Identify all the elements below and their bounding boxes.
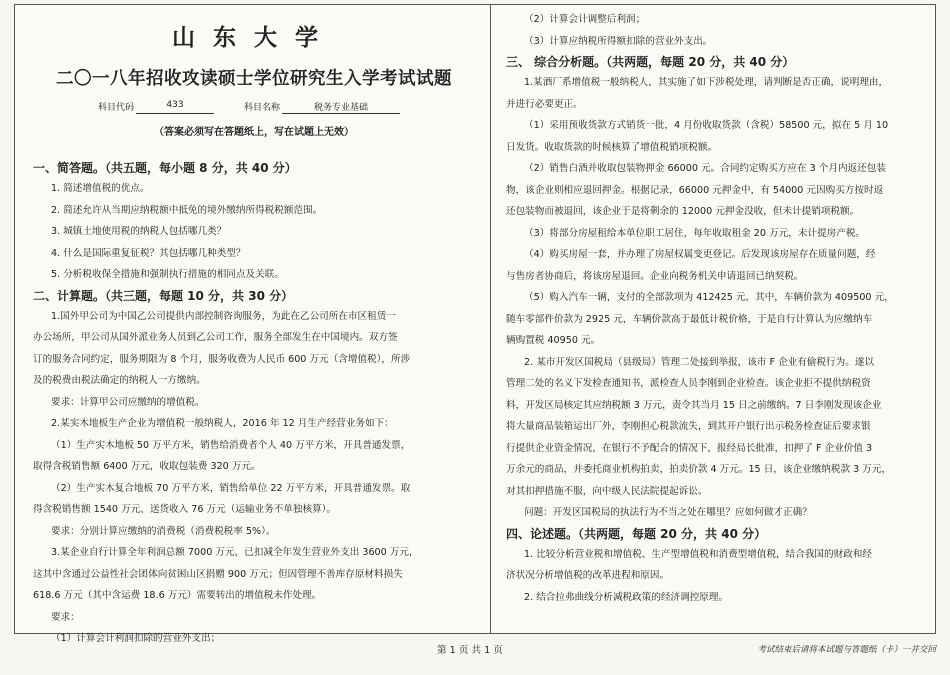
text-line: 问题：开发区国税局的执法行为不当之处在哪里？应如何做才正确？ <box>524 507 812 518</box>
text-line: 取得含税销售额 6400 万元，收取包装费 320 万元。 <box>33 461 261 472</box>
column-divider <box>490 5 491 633</box>
text-line: 618.6 万元（其中含运费 18.6 万元）需要转出的增值税未作处理。 <box>33 590 322 601</box>
text-line: 万余元的商品，并委托商业机构拍卖，拍卖价款 4 万元。15 日，该企业缴纳税款 3 万元， <box>506 464 892 475</box>
text-line: 物，该企业则相应退回押金。根据记录，66000 元押金中，有 54000 元因购买方按时返 <box>506 184 884 196</box>
text-line: （2）生产实木复合地板 70 万平方米，销售给单位 22 万平方米，开具普通发票。取 <box>51 482 411 494</box>
section-3-title: 三、 综合分析题。（共两题，每题 20 分，共 40 分） <box>506 55 795 69</box>
return-note: 考试结束后请将本试题与答题纸（卡）一并交回 <box>757 645 936 655</box>
text-line: （2）销售白酒并收取包装物押金 66000 元。合同约定购买方应在 3 个月内返还包装 <box>524 163 886 174</box>
text-line: 要求： <box>51 611 80 623</box>
section-2-title: 二、计算题。（共三题，每题 10 分，共 30 分） <box>33 288 294 303</box>
section-1-title: 一、简答题。（共五题，每小题 8 分，共 40 分） <box>33 161 297 175</box>
question: 1. 简述增值税的优点。 <box>51 183 150 194</box>
text-line: （5）购入汽车一辆，支付的全部款项为 412425 元，其中，车辆价款为 409500 元， <box>524 292 894 303</box>
text-line: 3.某企业自行计算全年利润总额 7000 万元，已扣减全年发生营业外支出 3600 万元， <box>51 547 419 558</box>
text-line: 办公场所，甲公司从国外派业务人员到乙公司工作，服务全部发生在中国境内。双方签 <box>33 332 398 343</box>
text-line: 2. 某市开发区国税局（县级局）管理二处接到举报，该市 F 企业有偷税行为。遂以 <box>524 356 875 368</box>
text-line: 2.某实木地板生产企业为增值税一般纳税人，2016 年 12 月生产经营业务如下： <box>51 418 394 429</box>
text-line: 辆购置税 40950 元。 <box>506 335 601 346</box>
text-line: （3）将部分房屋租给本单位职工居住，每年收取租金 20 万元，未计提房产税。 <box>524 227 866 239</box>
university-name: 山东大学 <box>172 24 336 51</box>
code-label: 科目代码 <box>97 103 134 113</box>
subject-meta <box>33 100 475 114</box>
text-line: 管理二处的名义下发检查通知书，派检查人员李刚到企业检查。该企业拒不提供纳税资 <box>506 378 871 389</box>
left-column <box>15 5 489 650</box>
question: 5. 分析税收保全措施和强制执行措施的相同点及关联。 <box>51 269 284 280</box>
text-line: （1）计算会计利润扣除的营业外支出； <box>51 633 221 644</box>
text-line: 要求：计算甲公司应缴纳的增值税。 <box>51 396 205 408</box>
text-line: 订的服务合同约定，服务期限为 8 个月，服务收费为人民币 600 万元（含增值税），所涉 <box>33 353 411 365</box>
text-line: 这其中含通过公益性社会团体向贫困山区捐赠 900 万元；但因管理不善库存原材料损失 <box>33 568 403 580</box>
section-4-title: 四、论述题。（共两题，每题 20 分，共 40 分） <box>506 526 767 541</box>
text-line: （2）计算会计调整后利润； <box>524 14 646 25</box>
subject-value: 税务专业基础 <box>282 100 400 114</box>
text-line: （4）购买房屋一套，并办理了房屋权属变更登记。后发现该房屋存在质量问题，经 <box>524 249 876 260</box>
text-line: 对其扣押措施不服，向中级人民法院提起诉讼。 <box>506 485 708 497</box>
text-line: （3）计算应纳税所得额扣除的营业外支出。 <box>524 35 713 47</box>
question: 3. 城镇土地使用税的纳税人包括哪几类？ <box>51 226 227 237</box>
text-line: 济状况分析增值税的改革进程和原因。 <box>506 570 670 581</box>
text-line: （1）采用预收货款方式销货一批，4 月份收取货款（含税）58500 元，拟在 5 月 10 <box>524 120 889 131</box>
text-line: 与售房者协商后，将该房屋退回。企业向税务机关申请退回已纳契税。 <box>506 270 804 282</box>
answer-note: （答案必须写在答题纸上，写在试题上无效） <box>154 127 354 138</box>
text-line: 2. 结合拉弗曲线分析减税政策的经济调控原理。 <box>524 591 729 603</box>
text-line: 要求：分别计算应缴纳的消费税（消费税税率 5%）。 <box>51 525 276 537</box>
text-line: 得含税销售额 1540 万元、送货收入 76 万元（运输业务不单独核算）。 <box>33 504 337 515</box>
text-line: 1.国外甲公司为中国乙公司提供内部控制咨询服务，为此在乙公司所在市区租赁一 <box>51 310 396 322</box>
text-line: 将大量商品装箱运出厂外，李刚担心税款流失，到其开户银行出示税务检查证后要求银 <box>506 421 871 432</box>
text-line: 随车零部件价款为 2925 元，车辆价款高于最低计税价格，于是自行计算认为应缴纳车 <box>506 313 873 325</box>
text-line: 料，开发区局核定其应纳税额 3 万元，责令其当月 15 日之前缴纳。7 日李刚发现该企业 <box>506 399 882 411</box>
text-line: 1. 比较分析营业税和增值税、生产型增值税和消费型增值税，结合我国的财政和经 <box>524 548 872 560</box>
text-line: 日发货。收取货款的时候核算了增值税销项税额。 <box>506 141 718 153</box>
exam-title: 二〇一八年招收攻读硕士学位研究生入学考试试题 <box>56 69 452 89</box>
right-column <box>492 5 935 608</box>
text-line: 及的税费由税法确定的纳税人一方缴纳。 <box>33 375 206 386</box>
code-value: 433 <box>136 100 214 114</box>
question: 2. 简述允许从当期应纳税额中抵免的境外缴纳所得税税额范围。 <box>51 204 323 216</box>
exam-sheet <box>14 4 936 644</box>
text-line: 行提供企业资金情况，在银行不予配合的情况下，报经局长批准，扣押了 F 企业价值 3 <box>506 442 873 454</box>
text-line: （1）生产实木地板 50 万平方米，销售给消费者个人 40 万平方米，开具普通发票， <box>51 439 411 451</box>
subject-label: 科目名称 <box>244 103 281 113</box>
text-line: 1.某酒厂系增值税一般纳税人，其实施了如下涉税处理，请判断是否正确，说明理由， <box>524 77 889 88</box>
question: 4. 什么是国际重复征税？其包括哪几种类型？ <box>51 247 246 259</box>
text-line: 并进行必要更正。 <box>506 98 583 110</box>
text-line: 还包装物而被退回，该企业于是将剩余的 12000 元押金没收，但未计提销项税额。 <box>506 206 860 217</box>
page-number: 第 1 页 共 1 页 <box>437 645 503 656</box>
